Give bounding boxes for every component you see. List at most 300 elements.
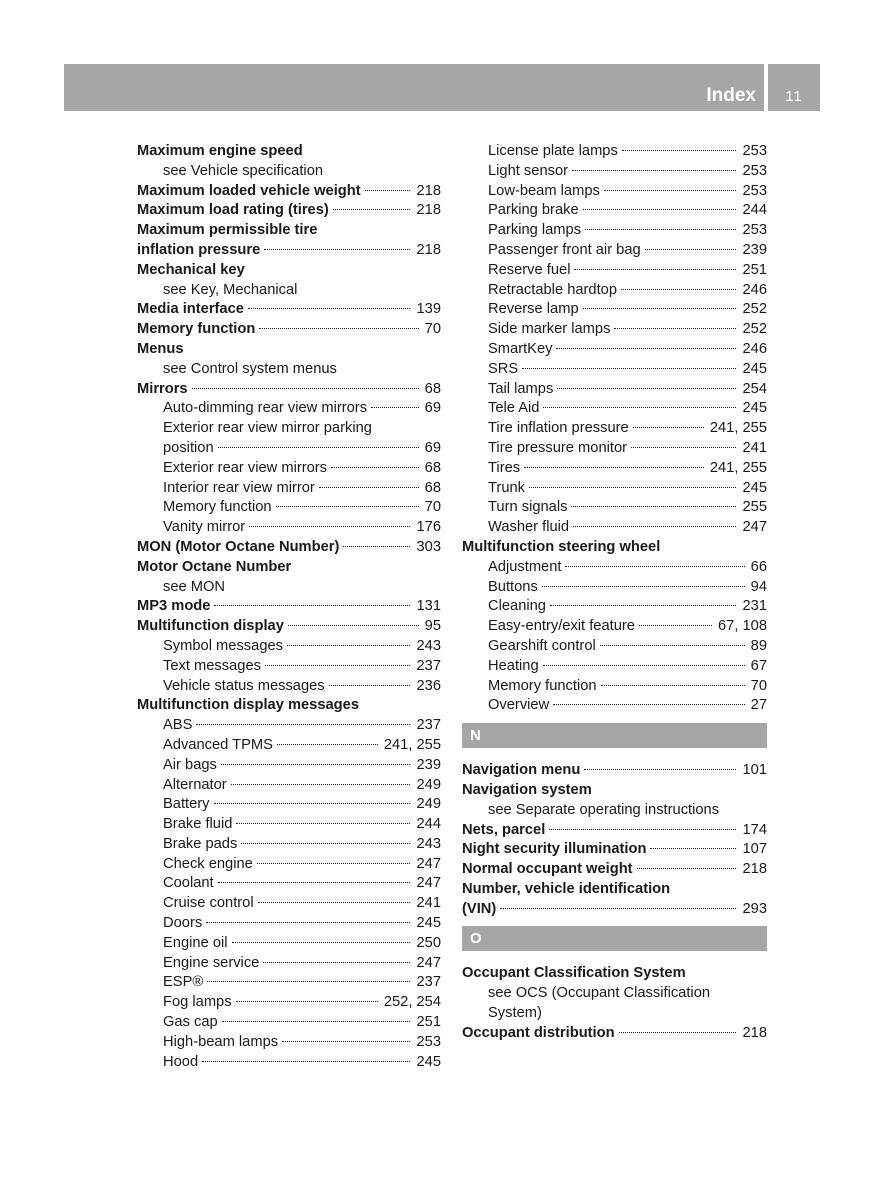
entry-page[interactable]: 237: [416, 717, 441, 734]
entry-page[interactable]: 249: [416, 796, 441, 813]
entry-text: Navigation menu: [462, 762, 581, 779]
entry-text: Mirrors: [137, 380, 188, 397]
entry-page[interactable]: 94: [750, 578, 767, 595]
entry-page[interactable]: 247: [416, 954, 441, 971]
entry-page[interactable]: 66: [750, 558, 767, 575]
entry-page[interactable]: 245: [742, 360, 767, 377]
entry-page[interactable]: 241, 255: [709, 459, 767, 476]
index-entry[interactable]: [137, 973, 441, 993]
entry-page[interactable]: 293: [742, 900, 767, 917]
entry-text: Heating: [488, 657, 539, 674]
entry-page[interactable]: 249: [416, 776, 441, 793]
entry-page[interactable]: 218: [416, 202, 441, 219]
entry-text: Hood: [163, 1053, 199, 1070]
dot-leader: [600, 645, 745, 646]
index-entry[interactable]: [137, 914, 441, 934]
index-entry[interactable]: [462, 162, 767, 182]
entry-text: Engine service: [163, 954, 260, 971]
dot-leader: [329, 685, 411, 686]
entry-page[interactable]: 241: [742, 439, 767, 456]
index-entry[interactable]: [462, 320, 767, 340]
entry-text: see Separate operating instructions: [488, 801, 720, 818]
entry-text: Side marker lamps: [488, 321, 611, 338]
index-entry[interactable]: [462, 900, 767, 920]
index-entry[interactable]: [137, 201, 441, 221]
entry-text: see Vehicle specification: [163, 162, 324, 179]
index-entry[interactable]: [137, 498, 441, 518]
index-entry[interactable]: [462, 597, 767, 617]
entry-text: Vanity mirror: [163, 519, 246, 536]
entry-page[interactable]: 68: [424, 459, 441, 476]
dot-leader: [371, 407, 419, 408]
entry-text: see MON: [163, 578, 226, 595]
index-entry[interactable]: [462, 821, 767, 841]
index-entry[interactable]: [462, 360, 767, 380]
index-entry[interactable]: [137, 241, 441, 261]
index-entry[interactable]: [462, 677, 767, 697]
entry-text: Brake fluid: [163, 816, 233, 833]
entry-text: Overview: [488, 697, 550, 714]
entry-page[interactable]: 245: [742, 479, 767, 496]
index-entry[interactable]: [137, 657, 441, 677]
dot-leader: [259, 328, 418, 329]
index-entry[interactable]: [137, 993, 441, 1013]
index-heading: [137, 261, 441, 281]
index-entry[interactable]: [137, 835, 441, 855]
index-entry[interactable]: [137, 399, 441, 419]
entry-text: Advanced TPMS: [163, 736, 273, 753]
dot-leader: [637, 868, 737, 869]
index-entry[interactable]: [462, 1024, 767, 1044]
entry-page[interactable]: 255: [742, 499, 767, 516]
dot-leader: [248, 308, 411, 309]
entry-page[interactable]: 218: [416, 182, 441, 199]
dot-leader: [571, 506, 736, 507]
dot-leader: [621, 289, 736, 290]
dot-leader: [584, 769, 736, 770]
dot-leader: [276, 506, 419, 507]
index-entry[interactable]: [462, 439, 767, 459]
dot-leader: [207, 981, 410, 982]
entry-page[interactable]: 245: [416, 1053, 441, 1070]
dot-leader: [222, 1021, 411, 1022]
entry-page[interactable]: 252: [742, 321, 767, 338]
index-entry[interactable]: [137, 677, 441, 697]
index-heading: [137, 142, 441, 162]
index-entry[interactable]: [137, 776, 441, 796]
entry-text: Interior rear view mirror: [163, 479, 315, 496]
entry-text: Tires: [488, 459, 521, 476]
index-entry[interactable]: [137, 637, 441, 657]
entry-text: Fog lamps: [163, 994, 232, 1011]
index-heading: [137, 221, 441, 241]
dot-leader: [622, 150, 737, 151]
dot-leader: [214, 803, 411, 804]
entry-page[interactable]: 70: [424, 499, 441, 516]
entry-page[interactable]: 89: [750, 637, 767, 654]
index-entry[interactable]: [462, 498, 767, 518]
dot-leader: [550, 605, 737, 606]
dot-leader: [524, 467, 704, 468]
index-entry[interactable]: [462, 340, 767, 360]
dot-leader: [263, 962, 410, 963]
entry-page[interactable]: 243: [416, 637, 441, 654]
entry-page[interactable]: 218: [416, 241, 441, 258]
entry-page[interactable]: 244: [416, 816, 441, 833]
dot-leader: [258, 902, 411, 903]
dot-leader: [556, 348, 736, 349]
dot-leader: [241, 843, 410, 844]
index-entry[interactable]: [462, 637, 767, 657]
entry-text: Memory function: [488, 677, 597, 694]
entry-text: Media interface: [137, 301, 244, 318]
index-entry[interactable]: [462, 696, 767, 716]
entry-page[interactable]: 303: [416, 538, 441, 555]
entry-text: Multifunction display: [137, 618, 284, 635]
entry-page[interactable]: 68: [424, 479, 441, 496]
entry-text: Turn signals: [488, 499, 568, 516]
index-heading: [137, 696, 441, 716]
entry-page[interactable]: 241, 255: [709, 420, 767, 437]
entry-text: SmartKey: [488, 340, 553, 357]
index-entry[interactable]: [137, 617, 441, 637]
entry-text: Tire inflation pressure: [488, 420, 629, 437]
index-entry[interactable]: [137, 380, 441, 400]
index-entry[interactable]: [462, 657, 767, 677]
dot-leader: [529, 487, 736, 488]
dot-leader: [633, 427, 704, 428]
entry-text: System): [488, 1005, 542, 1022]
dot-leader: [249, 526, 410, 527]
entry-page[interactable]: 68: [424, 380, 441, 397]
index-entry[interactable]: [137, 459, 441, 479]
dot-leader: [333, 209, 411, 210]
entry-text: Tail lamps: [488, 380, 554, 397]
entry-page[interactable]: 69: [424, 439, 441, 456]
entry-page[interactable]: 70: [750, 677, 767, 694]
dot-leader: [196, 724, 410, 725]
entry-text: Auto-dimming rear view mirrors: [163, 400, 368, 417]
dot-leader: [192, 388, 419, 389]
index-heading: [137, 558, 441, 578]
entry-text: Maximum loaded vehicle weight: [137, 182, 361, 199]
entry-text: License plate lamps: [488, 143, 618, 159]
index-entry[interactable]: [137, 479, 441, 499]
entry-text: position: [163, 439, 214, 456]
index-entry[interactable]: [137, 439, 441, 459]
index-column-left: [137, 142, 441, 1072]
index-entry[interactable]: [462, 241, 767, 261]
entry-text: Check engine: [163, 855, 253, 872]
entry-page[interactable]: 139: [416, 301, 441, 318]
entry-text: Tele Aid: [488, 400, 540, 417]
entry-text: Memory function: [137, 321, 256, 338]
entry-text: Gas cap: [163, 1014, 218, 1031]
entry-page[interactable]: 252: [742, 301, 767, 318]
entry-text: Adjustment: [488, 558, 562, 575]
index-heading: [137, 419, 441, 439]
entry-text: Multifunction steering wheel: [462, 538, 661, 555]
entry-page[interactable]: 70: [424, 321, 441, 338]
dot-leader: [631, 447, 736, 448]
dot-leader: [288, 625, 419, 626]
entry-page[interactable]: 244: [742, 202, 767, 219]
entry-page[interactable]: 101: [742, 762, 767, 779]
entry-text: Navigation system: [462, 781, 592, 798]
entry-page[interactable]: 250: [416, 934, 441, 951]
dot-leader: [287, 645, 410, 646]
index-entry[interactable]: [462, 558, 767, 578]
entry-text: Reserve fuel: [488, 261, 571, 278]
index-entry[interactable]: [462, 142, 767, 162]
dot-leader: [553, 704, 744, 705]
entry-page[interactable]: 174: [742, 821, 767, 838]
entry-page[interactable]: 95: [424, 618, 441, 635]
index-entry[interactable]: [462, 281, 767, 301]
entry-text: Easy-entry/exit feature: [488, 618, 635, 635]
entry-page[interactable]: 27: [750, 697, 767, 714]
dot-leader: [650, 848, 736, 849]
index-heading: [462, 964, 767, 984]
entry-text: Tire pressure monitor: [488, 439, 628, 456]
entry-page[interactable]: 247: [416, 875, 441, 892]
entry-page[interactable]: 239: [416, 756, 441, 773]
index-entry[interactable]: [137, 874, 441, 894]
entry-text: Multifunction display messages: [137, 697, 359, 714]
dot-leader: [574, 269, 736, 270]
entry-page[interactable]: 69: [424, 400, 441, 417]
index-entry[interactable]: [137, 894, 441, 914]
dot-leader: [231, 784, 411, 785]
entry-text: Low-beam lamps: [488, 182, 600, 199]
entry-page[interactable]: 67, 108: [717, 618, 767, 635]
dot-leader: [265, 665, 411, 666]
entry-text: MON (Motor Octane Number): [137, 538, 340, 555]
dot-leader: [202, 1061, 410, 1062]
entry-text: Retractable hardtop: [488, 281, 618, 298]
entry-text: MP3 mode: [137, 598, 211, 615]
index-entry[interactable]: [137, 934, 441, 954]
section-header-o: O: [462, 926, 767, 951]
entry-page[interactable]: 247: [416, 855, 441, 872]
entry-page[interactable]: 253: [416, 1033, 441, 1050]
entry-page[interactable]: 107: [742, 841, 767, 858]
index-heading: [137, 281, 441, 301]
entry-text: Nets, parcel: [462, 821, 546, 838]
entry-text: Reverse lamp: [488, 301, 579, 318]
entry-page[interactable]: 246: [742, 340, 767, 357]
index-column-right: [462, 142, 767, 1044]
dot-leader: [365, 190, 411, 191]
index-entry[interactable]: [137, 736, 441, 756]
entry-page[interactable]: 237: [416, 657, 441, 674]
index-entry[interactable]: [137, 756, 441, 776]
index-entry[interactable]: [462, 399, 767, 419]
entry-text: Exterior rear view mirror parking: [163, 420, 372, 437]
dot-leader: [218, 882, 411, 883]
index-heading: [137, 360, 441, 380]
entry-text: Text messages: [163, 657, 261, 674]
entry-text: Maximum load rating (tires): [137, 202, 329, 219]
entry-text: Trunk: [488, 479, 525, 496]
index-heading: [462, 880, 767, 900]
entry-page[interactable]: 254: [742, 380, 767, 397]
index-entry[interactable]: [462, 201, 767, 221]
index-heading: [137, 162, 441, 182]
entry-text: Occupant Classification System: [462, 965, 686, 982]
index-entry[interactable]: [137, 300, 441, 320]
entry-page[interactable]: 245: [416, 915, 441, 932]
dot-leader: [218, 447, 419, 448]
entry-text: Air bags: [163, 756, 217, 773]
dot-leader: [543, 407, 736, 408]
entry-text: Motor Octane Number: [137, 558, 292, 575]
dot-leader: [573, 526, 736, 527]
entry-text: Passenger front air bag: [488, 241, 641, 258]
index-entry[interactable]: [137, 795, 441, 815]
entry-text: Normal occupant weight: [462, 861, 633, 878]
entry-text: Mechanical key: [137, 261, 245, 278]
index-entry[interactable]: [462, 419, 767, 439]
index-heading: [462, 538, 767, 558]
entry-text: Washer fluid: [488, 519, 570, 536]
index-entry[interactable]: [462, 578, 767, 598]
index-heading: [137, 578, 441, 598]
dot-leader: [264, 249, 410, 250]
dot-leader: [557, 388, 736, 389]
index-entry[interactable]: [462, 518, 767, 538]
dot-leader: [583, 209, 737, 210]
dot-leader: [604, 190, 737, 191]
index-entry[interactable]: [137, 1033, 441, 1053]
entry-text: (VIN): [462, 900, 497, 917]
index-entry[interactable]: [137, 1053, 441, 1073]
index-entry[interactable]: [462, 221, 767, 241]
entry-page[interactable]: 251: [416, 1014, 441, 1031]
index-entry[interactable]: [137, 597, 441, 617]
index-entry[interactable]: [137, 815, 441, 835]
entry-page[interactable]: 241, 255: [383, 736, 441, 753]
entry-page[interactable]: 131: [416, 598, 441, 615]
index-entry[interactable]: [137, 716, 441, 736]
entry-text: Buttons: [488, 578, 538, 595]
index-entry[interactable]: [462, 860, 767, 880]
entry-page[interactable]: 253: [742, 143, 767, 159]
dot-leader: [585, 229, 736, 230]
page-number: 11: [785, 88, 803, 105]
entry-page[interactable]: 252, 254: [383, 994, 441, 1011]
entry-text: ABS: [163, 717, 193, 734]
entry-page[interactable]: 241: [416, 895, 441, 912]
entry-text: inflation pressure: [137, 241, 261, 258]
dot-leader: [542, 586, 745, 587]
entry-text: Parking lamps: [488, 222, 582, 239]
index-entry[interactable]: [462, 479, 767, 499]
entry-text: Memory function: [163, 499, 272, 516]
entry-text: ESP®: [163, 974, 204, 991]
dot-leader: [331, 467, 419, 468]
entry-page[interactable]: 247: [742, 519, 767, 536]
entry-text: Symbol messages: [163, 637, 283, 654]
entry-page[interactable]: 218: [742, 1024, 767, 1041]
entry-text: Alternator: [163, 776, 227, 793]
entry-text: Engine oil: [163, 934, 228, 951]
entry-text: Battery: [163, 796, 210, 813]
index-entry[interactable]: [462, 459, 767, 479]
entry-text: Cruise control: [163, 895, 254, 912]
index-entry[interactable]: [462, 182, 767, 202]
entry-page[interactable]: 245: [742, 400, 767, 417]
entry-text: Night security illumination: [462, 841, 647, 858]
entry-text: Parking brake: [488, 202, 579, 219]
index-heading: [462, 984, 767, 1004]
index-entry[interactable]: [137, 182, 441, 202]
index-entry[interactable]: [137, 538, 441, 558]
index-entry[interactable]: [137, 320, 441, 340]
entry-page[interactable]: 243: [416, 835, 441, 852]
index-heading: [137, 340, 441, 360]
dot-leader: [236, 1001, 378, 1002]
entry-page[interactable]: 176: [416, 519, 441, 536]
entry-page[interactable]: 251: [742, 261, 767, 278]
entry-page[interactable]: 239: [742, 241, 767, 258]
entry-text: Maximum engine speed: [137, 143, 303, 159]
index-entry[interactable]: [137, 1013, 441, 1033]
dot-leader: [232, 942, 411, 943]
entry-page[interactable]: 253: [742, 182, 767, 199]
dot-leader: [221, 764, 411, 765]
entry-page[interactable]: 67: [750, 657, 767, 674]
entry-text: Occupant distribution: [462, 1024, 615, 1041]
dot-leader: [639, 625, 712, 626]
entry-page[interactable]: 246: [742, 281, 767, 298]
dot-leader: [619, 1032, 737, 1033]
entry-text: see Control system menus: [163, 360, 337, 377]
dot-leader: [614, 328, 736, 329]
dot-leader: [500, 908, 736, 909]
index-entry[interactable]: [462, 380, 767, 400]
index-heading: [462, 1004, 767, 1024]
dot-leader: [282, 1041, 410, 1042]
dot-leader: [257, 863, 411, 864]
entry-page[interactable]: 253: [742, 162, 767, 179]
index-entry[interactable]: [462, 761, 767, 781]
index-entry[interactable]: [462, 840, 767, 860]
entry-text: Light sensor: [488, 162, 569, 179]
dot-leader: [601, 685, 745, 686]
index-heading: [462, 781, 767, 801]
entry-page[interactable]: 237: [416, 974, 441, 991]
entry-text: see Key, Mechanical: [163, 281, 298, 298]
entry-text: Gearshift control: [488, 637, 596, 654]
entry-page[interactable]: 231: [742, 598, 767, 615]
index-entry[interactable]: [137, 954, 441, 974]
dot-leader: [343, 546, 410, 547]
dot-leader: [565, 566, 744, 567]
index-entry[interactable]: [137, 518, 441, 538]
entry-page[interactable]: 236: [416, 677, 441, 694]
index-heading: [462, 801, 767, 821]
index-entry[interactable]: [137, 855, 441, 875]
index-entry[interactable]: [462, 617, 767, 637]
dot-leader: [522, 368, 736, 369]
dot-leader: [645, 249, 737, 250]
page-title: Index: [706, 85, 756, 106]
entry-page[interactable]: 253: [742, 222, 767, 239]
entry-page[interactable]: 218: [742, 861, 767, 878]
index-entry[interactable]: [462, 261, 767, 281]
index-entry[interactable]: [462, 300, 767, 320]
